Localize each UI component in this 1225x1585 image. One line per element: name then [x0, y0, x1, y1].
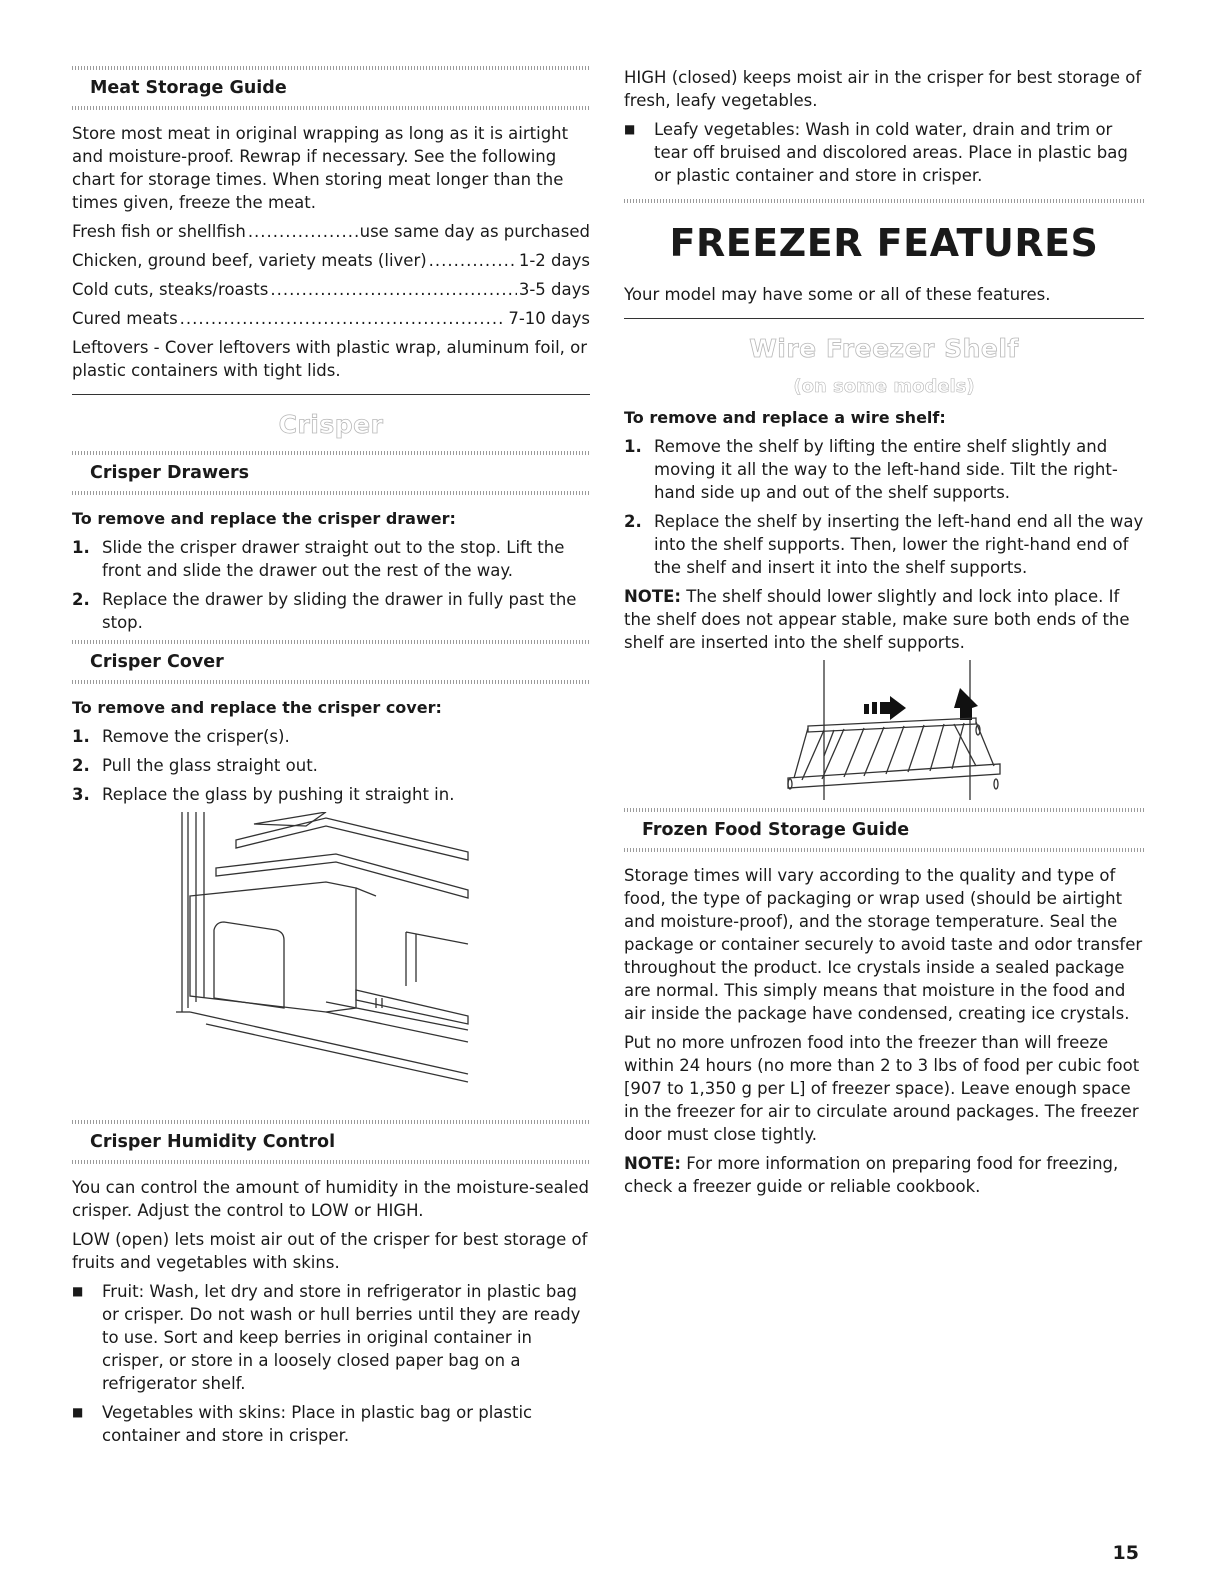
meat-row-label: Fresh fish or shellfish — [72, 222, 246, 241]
page-number: 15 — [1112, 1542, 1139, 1564]
step-text: Replace the shelf by inserting the left-hand end all the way into the shelf supports. Then, lower the right-hand end of the shelf and insert it into the shelf supports. — [654, 512, 1144, 577]
note-label: NOTE: — [624, 587, 681, 606]
meat-intro: Store most meat in original wrapping as long as it is airtight and moisture-proof. Rewrap if necessary. See the following chart for storage times. When storing meat longer than the times given, freeze the meat. — [72, 124, 569, 212]
step-number: 3. — [72, 785, 90, 804]
step-number: 1. — [72, 538, 90, 557]
meat-storage-table — [72, 220, 590, 330]
step-number: 2. — [72, 590, 90, 609]
note-text: The shelf should lower slightly and lock into place. If the shelf does not appear stable, make sure both ends of the shelf are inserted into the shelf supports. — [624, 587, 1130, 652]
section-divider — [624, 318, 1144, 319]
hatch-rule — [624, 199, 1144, 203]
meat-row — [72, 220, 590, 243]
meat-row — [72, 307, 590, 330]
wire-shelf-illustration — [764, 660, 1004, 800]
freezer-intro: Your model may have some or all of these features. — [624, 285, 1051, 304]
drawer-steps — [72, 536, 590, 634]
low-paragraph: LOW (open) lets moist air out of the crisper for best storage of fruits and vegetables with skins. — [72, 1230, 588, 1272]
hatch-rule — [624, 808, 1144, 812]
right-column — [624, 66, 1144, 1204]
step-number: 1. — [624, 437, 642, 456]
list-item — [72, 1401, 590, 1447]
hatch-rule — [72, 640, 590, 644]
dot-leader — [248, 220, 358, 243]
hatch-rule — [624, 848, 1144, 852]
bullet-text: Fruit: Wash, let dry and store in refrigerator in plastic bag or crisper. Do not wash or hull berries until they are ready to use. Sort and keep berries in original container in crisper, or store in a loosely closed paper bag on a refrigerator shelf. — [102, 1282, 581, 1393]
list-item — [72, 588, 590, 634]
meat-row-label: Cold cuts, steaks/roasts — [72, 280, 269, 299]
humidity-bullets — [72, 1280, 590, 1447]
note-label: NOTE: — [624, 1154, 681, 1173]
hatch-rule — [72, 680, 590, 684]
list-item — [72, 783, 590, 806]
meat-row-value: 3-5 days — [518, 280, 590, 299]
crisper-cover-heading: Crisper Cover — [90, 652, 224, 672]
shelf-note — [624, 585, 1144, 654]
drawer-instruction: To remove and replace the crisper drawer: — [72, 509, 456, 528]
meat-row-value: use same day as purchased — [359, 222, 590, 241]
meat-storage-heading-block — [72, 66, 590, 110]
list-item — [72, 754, 590, 777]
bullet-icon: ■ — [72, 1284, 84, 1298]
hatch-rule — [72, 451, 590, 455]
hatch-rule — [72, 66, 590, 70]
hatch-rule — [72, 106, 590, 110]
frozen-paragraph: Storage times will vary according to the quality and type of food, the type of packaging or wrap used (should be airtight and moisture-proof), and the storage temperature. Seal the package or container securely to avoid taste and odor transfer throughout the product. Ice crystals inside a sealed package are normal. This simply means that moisture in the food and air inside the package have condensed, creating ice crystals. — [624, 866, 1143, 1023]
meat-row-value: 7-10 days — [508, 309, 590, 328]
bullet-icon: ■ — [72, 1405, 84, 1419]
hatch-rule — [72, 491, 590, 495]
step-text: Pull the glass straight out. — [102, 756, 318, 775]
wire-shelf-title: Wire Freezer Shelf — [749, 334, 1019, 363]
hatch-rule — [72, 1160, 590, 1164]
step-text: Replace the drawer by sliding the drawer in fully past the stop. — [102, 590, 577, 632]
meat-storage-heading: Meat Storage Guide — [90, 78, 287, 98]
crisper-drawer-illustration — [176, 812, 486, 1112]
dot-leader — [270, 278, 517, 301]
leafy-bullets — [624, 118, 1144, 187]
step-text: Remove the crisper(s). — [102, 727, 290, 746]
bullet-text: Vegetables with skins: Place in plastic bag or plastic container and store in crisper. — [102, 1403, 533, 1445]
meat-row — [72, 249, 590, 272]
dot-leader — [180, 307, 507, 330]
step-number: 1. — [72, 727, 90, 746]
humidity-heading: Crisper Humidity Control — [90, 1132, 336, 1152]
hatch-rule — [72, 1120, 590, 1124]
list-item — [72, 1280, 590, 1395]
crisper-section-title: Crisper — [278, 410, 384, 439]
list-item — [624, 118, 1144, 187]
frozen-note — [624, 1152, 1144, 1198]
meat-row-label: Cured meats — [72, 309, 178, 328]
high-paragraph: HIGH (closed) keeps moist air in the crisper for best storage of fresh, leafy vegetables. — [624, 68, 1142, 110]
frozen-food-heading: Frozen Food Storage Guide — [642, 820, 910, 840]
freezer-features-title: FREEZER FEATURES — [669, 221, 1099, 265]
humidity-heading-block — [72, 1120, 590, 1164]
note-text: For more information on preparing food for freezing, check a freezer guide or reliable cookbook. — [624, 1154, 1119, 1196]
shelf-steps — [624, 435, 1144, 579]
step-text: Slide the crisper drawer straight out to the stop. Lift the front and slide the drawer out the rest of the way. — [102, 538, 565, 580]
dot-leader — [429, 249, 517, 272]
bullet-icon: ■ — [624, 122, 636, 136]
list-item — [624, 510, 1144, 579]
shelf-instruction: To remove and replace a wire shelf: — [624, 408, 946, 427]
step-number: 2. — [72, 756, 90, 775]
crisper-cover-heading-block — [72, 640, 590, 684]
wire-shelf-subtitle: (on some models) — [793, 376, 975, 397]
list-item — [72, 536, 590, 582]
step-number: 2. — [624, 512, 642, 531]
left-column — [72, 66, 590, 1453]
meat-row-value: 1-2 days — [518, 251, 590, 270]
meat-row — [72, 278, 590, 301]
cover-steps — [72, 725, 590, 806]
bullet-text: Leafy vegetables: Wash in cold water, drain and trim or tear off bruised and discolored areas. Place in plastic bag or plastic container and store in crisper. — [654, 120, 1128, 185]
frozen-food-heading-block — [624, 808, 1144, 852]
list-item — [624, 435, 1144, 504]
meat-row-label: Chicken, ground beef, variety meats (liver) — [72, 251, 427, 270]
crisper-drawers-heading-block — [72, 451, 590, 495]
step-text: Replace the glass by pushing it straight in. — [102, 785, 455, 804]
section-divider — [72, 394, 590, 395]
list-item — [72, 725, 590, 748]
crisper-drawers-heading: Crisper Drawers — [90, 463, 250, 483]
frozen-paragraph: Put no more unfrozen food into the freezer than will freeze within 24 hours (no more than 2 to 3 lbs of food per cubic foot [907 to 1,350 g per L] of freezer space). Leave enough space in the freezer for air to circulate around packages. The freezer door must close tightly. — [624, 1033, 1140, 1144]
step-text: Remove the shelf by lifting the entire shelf slightly and moving it all the way to the left-hand side. Tilt the right-hand side up and out of the shelf supports. — [654, 437, 1118, 502]
humidity-paragraph: You can control the amount of humidity in the moisture-sealed crisper. Adjust the control to LOW or HIGH. — [72, 1178, 589, 1220]
leftovers-text: Leftovers - Cover leftovers with plastic wrap, aluminum foil, or plastic containers with tight lids. — [72, 338, 588, 380]
cover-instruction: To remove and replace the crisper cover: — [72, 698, 442, 717]
